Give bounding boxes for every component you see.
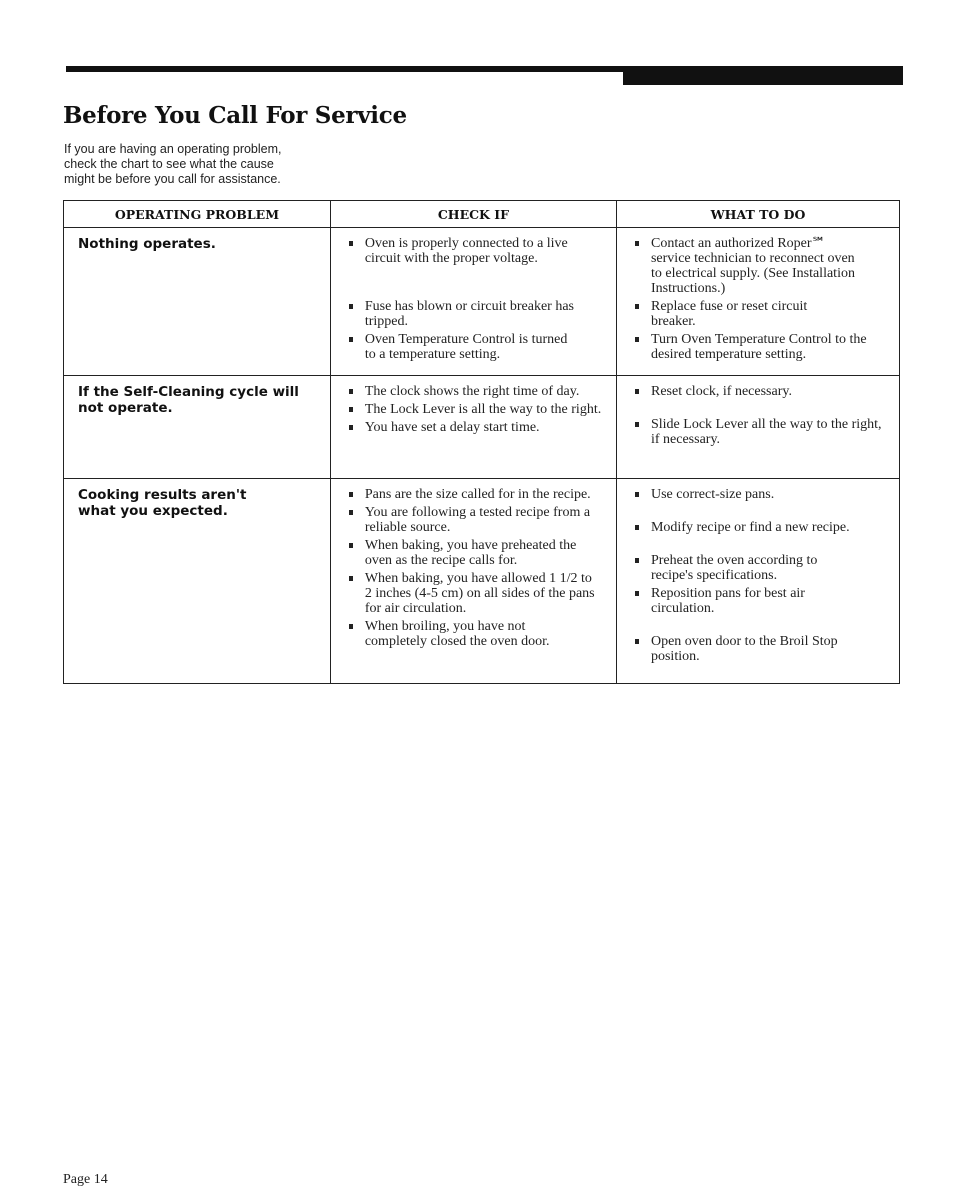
intro-line: might be before you call for assistance. [64,172,281,186]
check-item: You have set a delay start time. [345,420,605,435]
check-item: The Lock Lever is all the way to the right. [345,402,605,417]
check-cell [330,228,616,376]
table-header-row [64,201,900,228]
check-list [331,479,616,655]
check-item: When baking, you have preheated the oven as the recipe calls for. [345,538,591,568]
troubleshooting-table [63,200,900,684]
header-what-to-do: WHAT TO DO [616,201,899,228]
table-row [64,228,900,376]
check-item: Oven Temperature Control is turned to a temperature setting. [345,332,577,362]
check-item: When baking, you have allowed 1 1/2 to 2 inches (4-5 cm) on all sides of the pans for air circulation. [345,571,597,616]
header-check-if: CHECK IF [330,201,616,228]
todo-item: Modify recipe or find a new recipe. [631,520,891,535]
header-block [623,66,903,85]
check-cell [330,479,616,684]
check-item: When broiling, you have not completely closed the oven door. [345,619,591,649]
intro-text [64,142,282,187]
todo-list [617,228,899,368]
todo-item: Reposition pans for best air circulation. [631,586,851,616]
page-number: Page 14 [63,1172,108,1187]
table-row [64,376,900,479]
header-operating-problem: OPERATING PROBLEM [64,201,331,228]
problem-text: Nothing operates. [78,236,216,252]
check-item: You are following a tested recipe from a reliable source. [345,505,591,535]
todo-list [617,479,899,670]
page-title: Before You Call For Service [63,102,407,129]
todo-item: Use correct-size pans. [631,487,883,502]
todo-cell [616,479,899,684]
intro-line: If you are having an operating problem, [64,142,282,156]
table-row [64,479,900,684]
check-item: The clock shows the right time of day. [345,384,587,399]
todo-item: Preheat the oven according to recipe's specifications. [631,553,861,583]
check-item: Oven is properly connected to a live circuit with the proper voltage. [345,236,597,266]
todo-item: Slide Lock Lever all the way to the right, if necessary. [631,417,883,447]
check-cell [330,376,616,479]
todo-item: Reset clock, if necessary. [631,384,883,399]
todo-item: Turn Oven Temperature Control to the desired temperature setting. [631,332,883,362]
check-list [331,228,616,368]
intro-line: check the chart to see what the cause [64,157,274,171]
todo-item: Replace fuse or reset circuit breaker. [631,299,841,329]
check-item: Pans are the size called for in the recipe. [345,487,591,502]
todo-cell [616,228,899,376]
problem-text: If the Self-Cleaning cycle will not operate. [78,384,299,416]
todo-cell [616,376,899,479]
problem-text: Cooking results aren't what you expected. [78,487,247,519]
problem-cell [64,376,331,479]
check-item: Fuse has blown or circuit breaker has tripped. [345,299,597,329]
check-list [331,376,616,441]
todo-item: Open oven door to the Broil Stop position. [631,634,883,664]
problem-cell [64,479,331,684]
problem-cell [64,228,331,376]
todo-item: Contact an authorized Roper℠ service technician to reconnect oven to electrical supply. (See Installation Instructions.) [631,236,861,296]
todo-list [617,376,899,453]
